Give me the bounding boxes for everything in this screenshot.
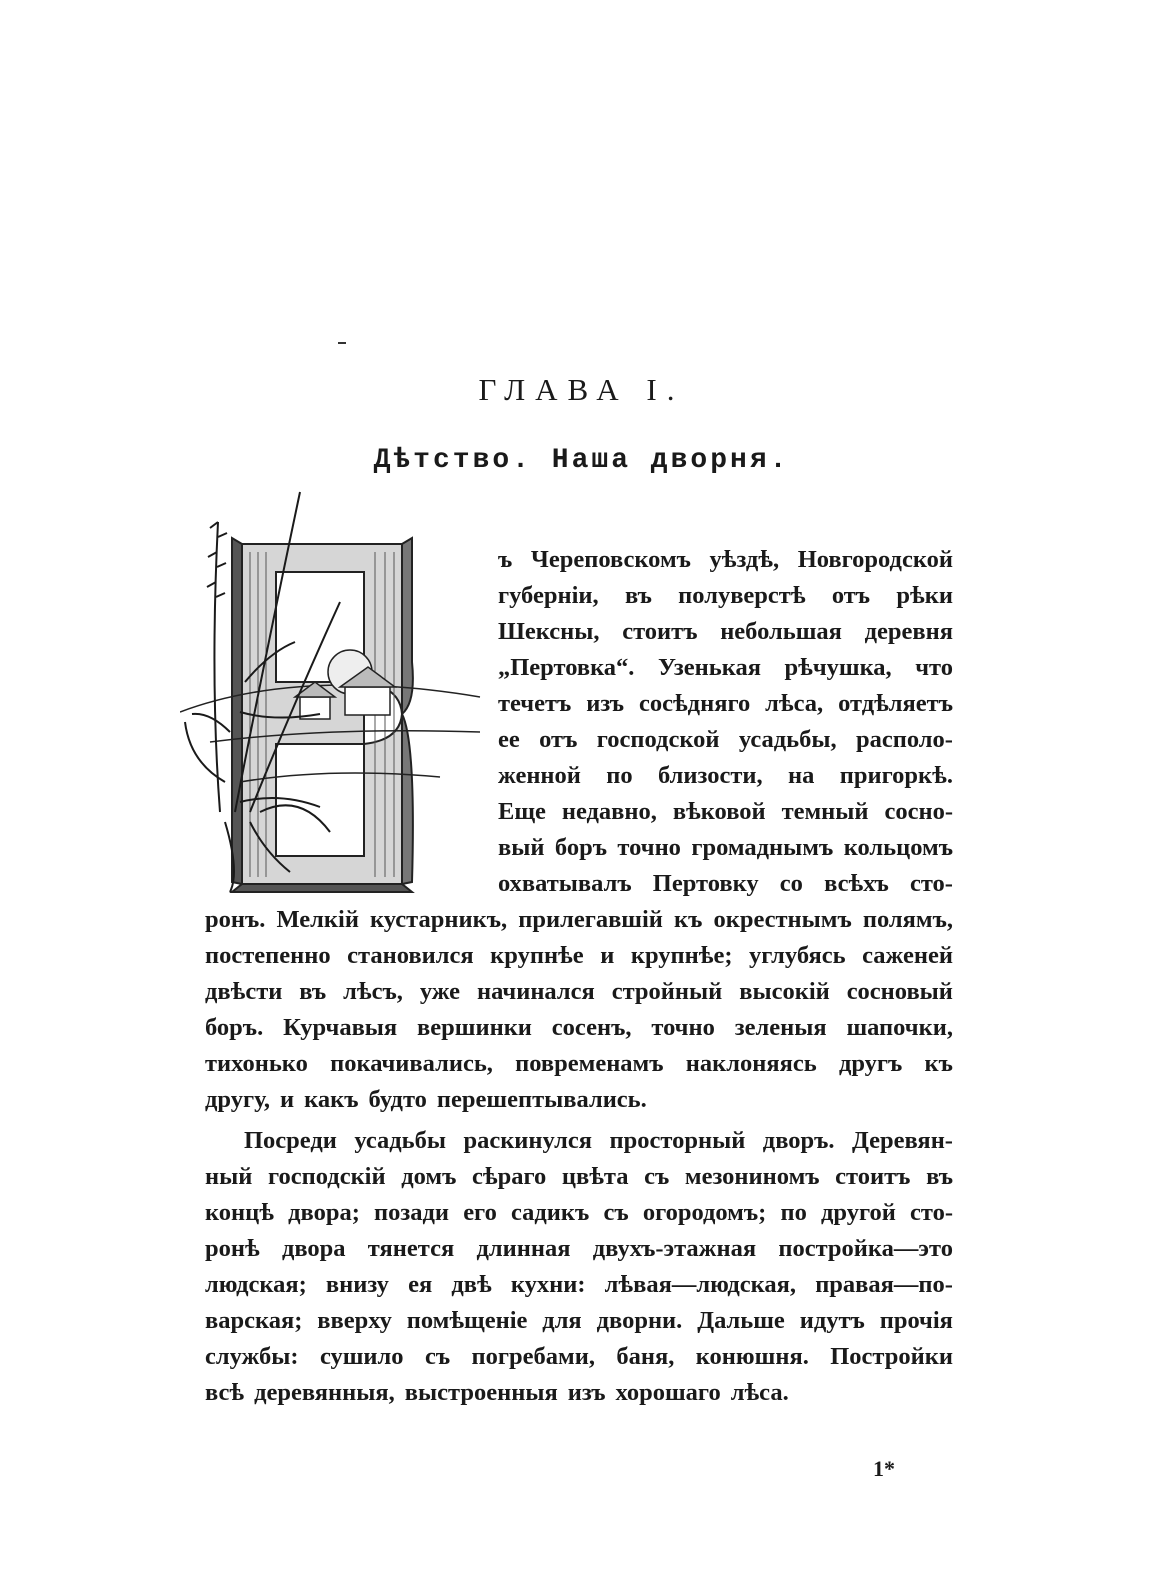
word: пригоркѣ.	[839, 762, 953, 789]
word: становился	[347, 942, 474, 969]
word: полуверстѣ	[678, 582, 806, 609]
word: шапочки,	[846, 1014, 953, 1041]
word: двѣ	[451, 1271, 492, 1298]
text-line	[498, 650, 953, 686]
word: сто-	[909, 1199, 953, 1226]
word: сосновый	[846, 978, 953, 1005]
word: высокій	[739, 978, 830, 1005]
text-line	[498, 794, 953, 830]
text-line	[205, 1082, 953, 1118]
word: съ	[603, 1199, 629, 1226]
word: рѣчушка,	[784, 654, 892, 681]
word: Еще	[498, 798, 546, 825]
word: сто-	[909, 870, 953, 897]
word: громаднымъ	[691, 834, 834, 861]
word: начинался	[477, 978, 595, 1005]
word: мезониномъ	[684, 1163, 820, 1190]
word: дворни.	[596, 1307, 683, 1334]
word: недавно,	[561, 798, 657, 825]
word: деревянныя,	[254, 1379, 395, 1406]
word: ронъ.	[205, 906, 266, 933]
word: Шексны,	[498, 618, 600, 645]
word: Постройки	[830, 1343, 953, 1370]
word: огородомъ;	[642, 1199, 767, 1226]
word: Деревян-	[852, 1127, 953, 1154]
text-line	[498, 830, 953, 866]
word: къ	[674, 906, 703, 933]
word: уже	[419, 978, 461, 1005]
text-line	[205, 1046, 953, 1082]
word: Курчавыя	[283, 1014, 398, 1041]
word: крупнѣе;	[630, 942, 733, 969]
word: вый	[498, 834, 545, 861]
text-line	[498, 614, 953, 650]
word: его	[463, 1199, 497, 1226]
word: лѣвая—людская,	[604, 1271, 797, 1298]
word: людская;	[205, 1271, 307, 1298]
word: тянется	[367, 1235, 455, 1262]
word: вершинки	[417, 1014, 532, 1041]
word: выстроенныя	[404, 1379, 558, 1406]
word: господскій	[268, 1163, 386, 1190]
word: прочія	[879, 1307, 953, 1334]
word: зеленыя	[734, 1014, 827, 1041]
word: концѣ	[205, 1199, 274, 1226]
chapter-title: ГЛАВА I.	[478, 372, 685, 407]
word: точно	[617, 834, 681, 861]
word: крупнѣе	[490, 942, 584, 969]
word: помѣщеніе	[406, 1307, 528, 1334]
word: для	[542, 1307, 582, 1334]
text-line	[244, 1123, 953, 1159]
text-line	[498, 758, 953, 794]
word: позади	[374, 1199, 450, 1226]
word: внизу	[325, 1271, 389, 1298]
word: лѣсъ,	[343, 978, 403, 1005]
word: прилегавшій	[518, 906, 663, 933]
word: сосенъ,	[551, 1014, 632, 1041]
word: отъ	[539, 726, 578, 753]
word: всѣхъ	[824, 870, 889, 897]
text-line	[498, 542, 953, 578]
word: кустарникъ,	[370, 906, 508, 933]
word: другу,	[205, 1086, 270, 1113]
word: въ	[926, 1163, 953, 1190]
word: усадьбы,	[738, 726, 837, 753]
word: лѣса,	[765, 690, 824, 717]
word: садикъ	[510, 1199, 590, 1226]
word: господской	[596, 726, 720, 753]
word: углубясь	[749, 942, 846, 969]
word: будто	[368, 1086, 427, 1113]
word: стоитъ	[622, 618, 698, 645]
word: въ	[624, 582, 652, 609]
word: тихонько	[205, 1050, 308, 1077]
text-line	[205, 1303, 953, 1339]
word: рѣки	[896, 582, 953, 609]
word: какъ	[304, 1086, 359, 1113]
word: близости,	[658, 762, 763, 789]
word: съ	[424, 1343, 451, 1370]
word: точно	[651, 1014, 715, 1041]
chapter-subtitle: Дѣтство. Наша дворня.	[373, 445, 790, 476]
word: раскинулся	[463, 1127, 593, 1154]
word: темный	[781, 798, 869, 825]
word: съ	[644, 1163, 670, 1190]
text-line	[498, 578, 953, 614]
text-line	[205, 1267, 953, 1303]
word: лѣса.	[730, 1379, 789, 1406]
word: Череповскомъ	[530, 546, 691, 573]
word: изъ	[586, 690, 625, 717]
word: двора	[281, 1235, 346, 1262]
text-line	[205, 1375, 953, 1411]
word: длинная	[476, 1235, 571, 1262]
word: постепенно	[205, 942, 331, 969]
word: варская;	[205, 1307, 303, 1334]
word: деревня	[864, 618, 953, 645]
text-line	[205, 1339, 953, 1375]
word: полямъ,	[862, 906, 953, 933]
word: ронѣ	[205, 1235, 260, 1262]
word: со	[779, 870, 803, 897]
text-line	[498, 866, 953, 902]
word: боръ	[554, 834, 607, 861]
word: уѣздѣ,	[709, 546, 780, 573]
word: усадьбы	[354, 1127, 446, 1154]
stray-mark	[338, 342, 346, 344]
word: другъ	[838, 1050, 903, 1077]
drop-cap-illustration	[180, 482, 485, 902]
word: отдѣляетъ	[838, 690, 953, 717]
page-number: 1*	[873, 1456, 895, 1481]
word: правая—по-	[815, 1271, 953, 1298]
word: окрестнымъ	[713, 906, 852, 933]
word: двора;	[288, 1199, 360, 1226]
word: по	[606, 762, 633, 789]
text-line	[498, 686, 953, 722]
word: стоитъ	[835, 1163, 911, 1190]
word: Дальше	[697, 1307, 785, 1334]
word: вверху	[317, 1307, 392, 1334]
word: хорошаго	[615, 1379, 721, 1406]
word: боръ.	[205, 1014, 264, 1041]
word: отъ	[831, 582, 871, 609]
word: наклоняясь	[685, 1050, 817, 1077]
word: конюшня.	[695, 1343, 809, 1370]
word: двѣсти	[205, 978, 283, 1005]
word: губерніи,	[498, 582, 599, 609]
word: Посреди	[244, 1127, 337, 1154]
word: цвѣта	[561, 1163, 629, 1190]
word: Новгородской	[797, 546, 953, 573]
word: женной	[498, 762, 581, 789]
word: располо-	[856, 726, 953, 753]
word: небольшая	[720, 618, 842, 645]
word: другой	[821, 1199, 896, 1226]
word: ее	[498, 726, 520, 753]
word: повременамъ	[515, 1050, 664, 1077]
word: постройка—это	[778, 1235, 953, 1262]
text-line	[205, 1010, 953, 1046]
text-line	[205, 938, 953, 974]
word: службы:	[205, 1343, 299, 1370]
word: домъ	[401, 1163, 457, 1190]
word: дворъ.	[762, 1127, 835, 1154]
word: и	[600, 942, 615, 969]
text-line	[498, 722, 953, 758]
word: саженей	[862, 942, 953, 969]
word: Пертовку	[652, 870, 759, 897]
text-line	[205, 902, 953, 938]
text-line	[205, 1195, 953, 1231]
word: охватывалъ	[498, 870, 632, 897]
word: сушило	[319, 1343, 404, 1370]
word: течетъ	[498, 690, 572, 717]
word: стройный	[611, 978, 723, 1005]
text-line	[205, 1159, 953, 1195]
word: баня,	[616, 1343, 675, 1370]
word: къ	[924, 1050, 953, 1077]
word: „Пертовка“.	[498, 654, 635, 681]
word: въ	[299, 978, 327, 1005]
word: кухни:	[510, 1271, 586, 1298]
word: покачивались,	[330, 1050, 493, 1077]
word: Мелкій	[276, 906, 359, 933]
word: ея	[408, 1271, 433, 1298]
word: что	[915, 654, 953, 681]
word: Узенькая	[657, 654, 761, 681]
word: на	[788, 762, 815, 789]
word: двухъ-этажная	[592, 1235, 757, 1262]
text-line	[205, 974, 953, 1010]
word: ъ	[498, 546, 513, 573]
word: кольцомъ	[843, 834, 953, 861]
word: сосѣдняго	[638, 690, 751, 717]
word: перешептывались.	[436, 1086, 647, 1113]
word: сосно-	[884, 798, 953, 825]
word: вѣковой	[672, 798, 766, 825]
word: и	[280, 1086, 295, 1113]
text-line	[205, 1231, 953, 1267]
word: сѣраго	[472, 1163, 547, 1190]
word: погребами,	[471, 1343, 595, 1370]
word: изъ	[567, 1379, 606, 1406]
word: идутъ	[799, 1307, 865, 1334]
word: ный	[205, 1163, 253, 1190]
word: по	[780, 1199, 807, 1226]
word: всѣ	[205, 1379, 245, 1406]
word: просторный	[609, 1127, 746, 1154]
